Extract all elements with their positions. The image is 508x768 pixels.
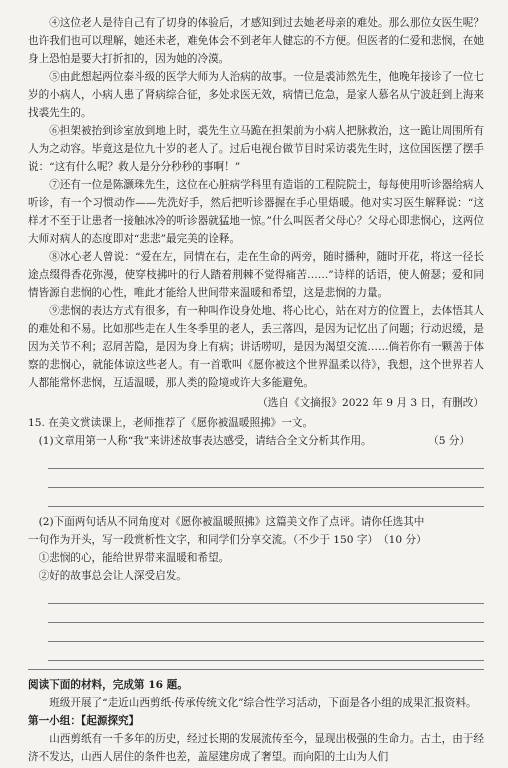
question-15-1: [28, 432, 484, 450]
article-paragraph-9: ⑨悲悯的表达方式有很多，有一种叫作设身处地、将心比心，站在对方的位置上，去体悟其人的难处和不易。比如那些走在人生冬季里的老人，丢三落四，是因为记忆出了问题；行动迟缓，是因为关节不利；忍屑苦隐，是因为身上有病；讲话唠叨，是因为渴望交流……倘若你有一颗善于体察的悲悯心，就能体谅这些老人。有一首歌叫《愿你被这个世界温柔以待》，我想，这个世界若人人都能常怀悲悯，互适温暖，那人类的险境或许大多能避免。: [28, 305, 484, 389]
article-paragraph-6: ⑥担架被抬到诊室放到地上时，裘先生立马跪在担架前为小病人把脉救治，这一跪让周围所有人为之动容。毕竟这是位九十岁的老人了。过后电视台做节目时采访裘先生时，这位国医摆了摆手说：“这有什么呢？救人是分分秒秒的事啊！”: [28, 125, 484, 173]
answer-line[interactable]: [48, 623, 484, 642]
answer-line[interactable]: [48, 642, 484, 661]
question-15-1-text: (1)文章用第一人称“我”来讲述故事表达感受，请结合全文分析其作用。: [38, 435, 372, 447]
section-divider: [28, 669, 484, 670]
article-source: （选自《文摘报》2022 年 9 月 3 日，有删改）: [257, 397, 484, 409]
answer-line[interactable]: [48, 488, 484, 507]
question-15-1-score: （5 分）: [428, 435, 470, 447]
question-15-2-line-1: (2)下面两句话从不同角度对《愿你被温暖照拂》这篇美文作了点评。请你任选其中: [38, 516, 425, 528]
question-15-2-option-1: ①悲悯的心，能给世界带来温暖和希望。: [38, 552, 230, 564]
answer-line[interactable]: [48, 585, 484, 604]
question-15-2-line-2: 一句作为开头，写一段赏析性文字，和同学们分享交流。（不少于 150 字） （10 分）: [28, 534, 427, 546]
article-paragraph-5: ⑤由此想起两位泰斗级的医学大师为人治病的故事。一位是裘沛然先生，他晚年接诊了一位七岁的小病人，小病人患了肾病综合征，多处求医无效，病情已危急，是家人慕名从宁波赶到上海来找裘先生的。: [28, 71, 484, 119]
group-1-title: 第一小组：【起源探究】: [28, 715, 140, 727]
article-paragraph-8: ⑧冰心老人曾说：“爱在左，同情在右，走在生命的两旁，随时播种，随时开花，将这一径长途点缀得香花弥漫，使穿枝拂叶的行人踏着荆棘不觉得痛苦……”诗样的话语，使人俯瑟；爱和同情皆源自悲悯的心性，唯此才能给人世间带来温暖和希望，这是悲悯的力量。: [28, 251, 484, 299]
question-16-material: 山西剪纸有一千多年的历史，经过长期的发展流传至今，显现出极强的生命力。古土，由于经济不发达，山西人居住的条件也差，盖屋建房成了奢望。而向阳的土山为人们: [28, 733, 484, 763]
answer-line[interactable]: [48, 469, 484, 488]
article-paragraph-7: ⑦还有一位是陈灏珠先生，这位在心脏病学科里有造诣的工程院院士，每每使用听诊器给病人听诊，有一个习惯动作——先洗好手，然后把听诊器握在手心里焐暖。他对实习医生解释说：“这样才不至于让患者一接触冰冷的听诊器就猛地一惊。”什么叫医者父母心？父母心即悲悯心，这两位大师对病人的态度即对“悲悲”最完美的诠释。: [28, 179, 484, 245]
question-15-stem: 15. 在美文赏读课上，老师推荐了《愿你被温暖照拂》一文。: [28, 417, 314, 429]
question-16-heading: 阅读下面的材料，完成第 16 题。: [28, 679, 188, 691]
answer-line[interactable]: [48, 604, 484, 623]
question-15-2-option-2: ②好的故事总会让人深受启发。: [38, 570, 187, 582]
article-paragraph-4: ④这位老人是待自己有了切身的体验后，才感知到过去她老母亲的难处。那么那位女医生呢？也许我们也可以理解，她还未老，难免体会不到老年人健忘的不方便。但医者的仁爱和悲悯，在她身上恐怕是要大打折扣的，因为她的冷漠。: [28, 17, 484, 65]
question-16-intro: 班级开展了“走近山西剪纸·传承传统文化”综合性学习活动，下面是各小组的成果汇报资料。: [49, 697, 477, 709]
answer-line[interactable]: [48, 450, 484, 469]
